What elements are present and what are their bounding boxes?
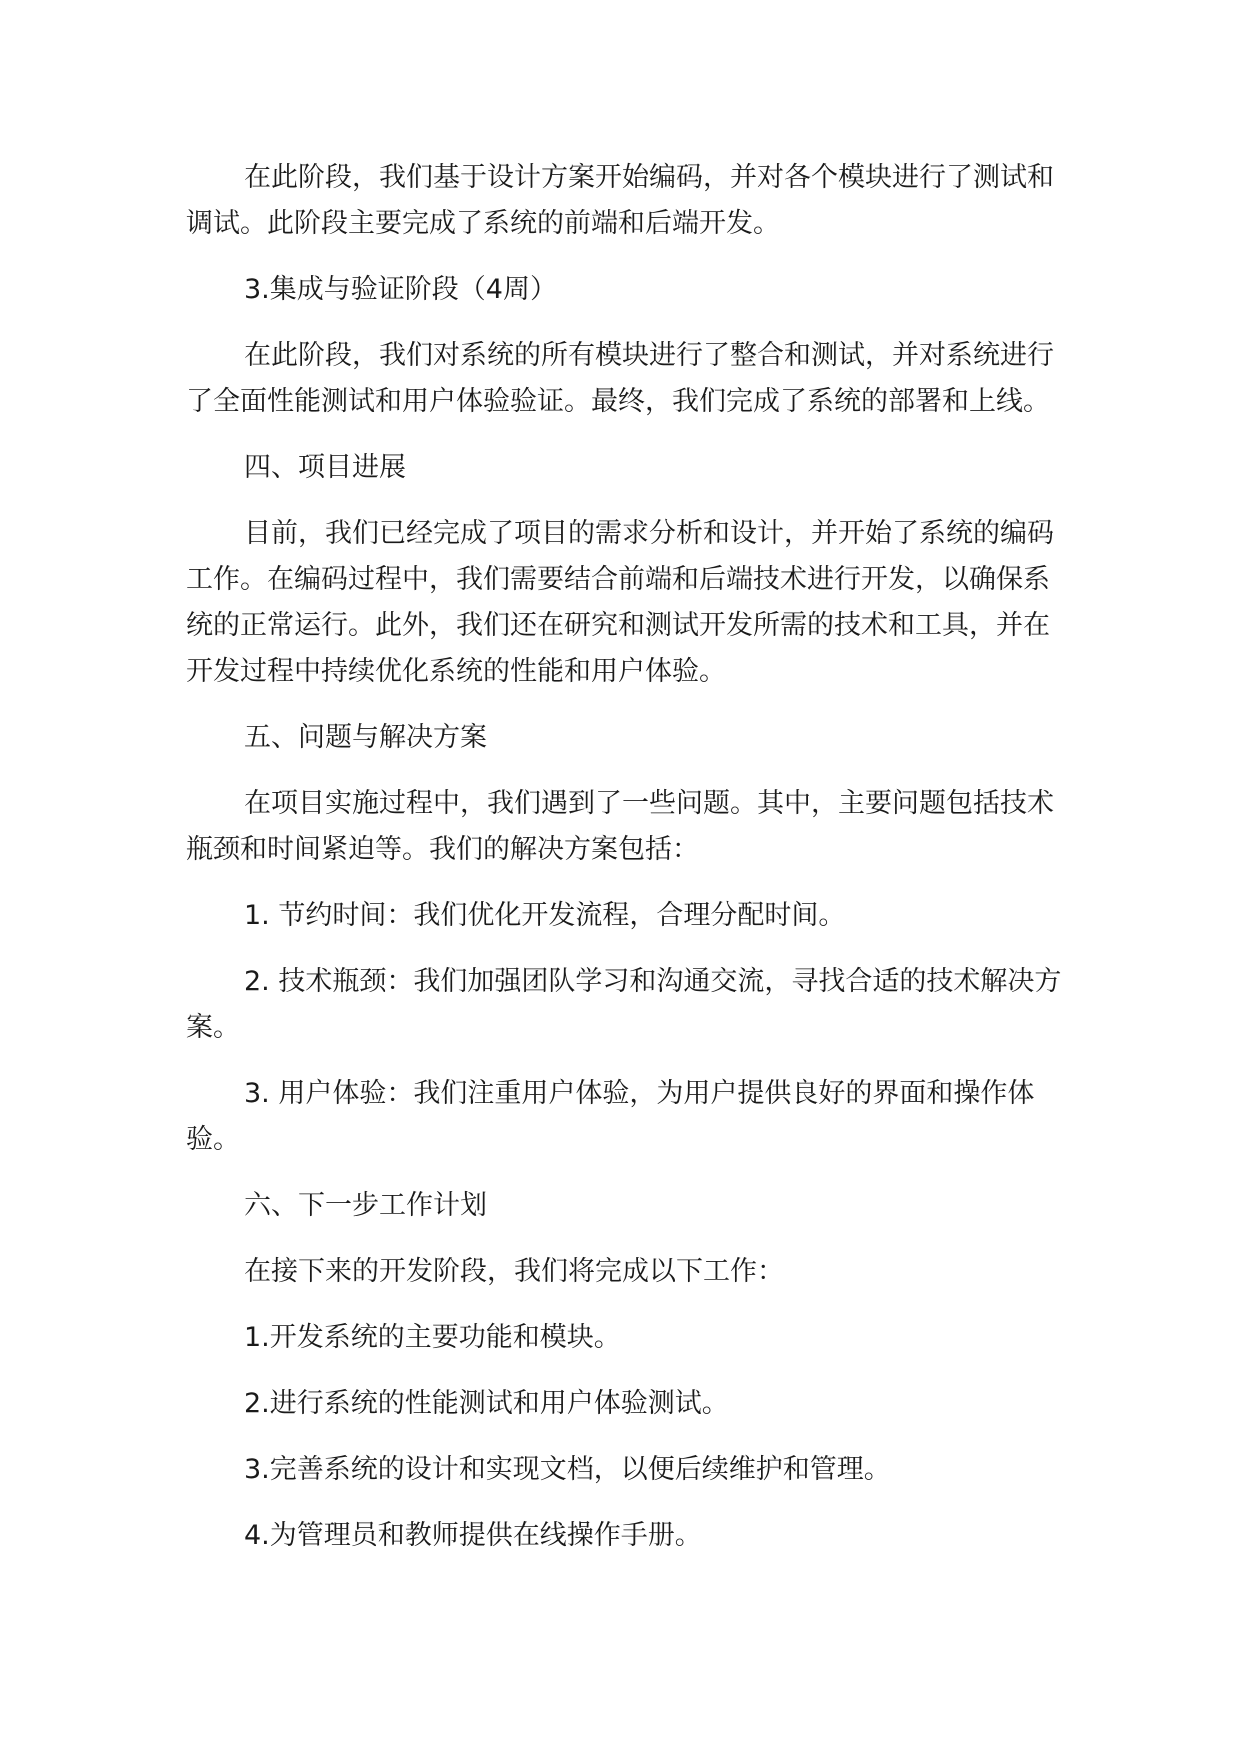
heading-project-progress: 四、项目进展 [244, 452, 406, 483]
paragraph-project-progress: 目前，我们已经完成了项目的需求分析和设计，并开始了系统的编码工作。在编码过程中，我们需要结合前端和后端技术进行开发，以确保系统的正常运行。此外，我们还在研究和测试开发所需的技术和工具，并在开发过程中持续优化系统的性能和用户体验。 [186, 518, 1054, 687]
list-item-solution-1: 1. 节约时间：我们优化开发流程，合理分配时间。 [244, 900, 846, 931]
paragraph-problems: 在项目实施过程中，我们遇到了一些问题。其中，主要问题包括技术瓶颈和时间紧迫等。我们的解决方案包括： [186, 788, 1054, 865]
list-item-solution-2: 2. 技术瓶颈：我们加强团队学习和沟通交流，寻找合适的技术解决方案。 [186, 966, 1062, 1043]
paragraph-coding-stage: 在此阶段，我们基于设计方案开始编码，并对各个模块进行了测试和调试。此阶段主要完成了系统的前端和后端开发。 [186, 162, 1054, 239]
heading-integration-stage: 3.集成与验证阶段（4周） [244, 274, 557, 305]
list-item-solution-3: 3. 用户体验：我们注重用户体验，为用户提供良好的界面和操作体验。 [186, 1078, 1035, 1155]
document-body [186, 155, 1076, 1579]
list-item-plan-2: 2.进行系统的性能测试和用户体验测试。 [244, 1388, 729, 1419]
paragraph-next-steps: 在接下来的开发阶段，我们将完成以下工作： [244, 1256, 784, 1287]
heading-problems-solutions: 五、问题与解决方案 [244, 722, 487, 753]
heading-next-steps: 六、下一步工作计划 [244, 1190, 487, 1221]
list-item-plan-3: 3.完善系统的设计和实现文档，以便后续维护和管理。 [244, 1454, 891, 1485]
list-item-plan-1: 1.开发系统的主要功能和模块。 [244, 1322, 621, 1353]
paragraph-integration-stage: 在此阶段，我们对系统的所有模块进行了整合和测试，并对系统进行了全面性能测试和用户体验验证。最终，我们完成了系统的部署和上线。 [186, 340, 1054, 417]
list-item-plan-4: 4.为管理员和教师提供在线操作手册。 [244, 1520, 702, 1551]
